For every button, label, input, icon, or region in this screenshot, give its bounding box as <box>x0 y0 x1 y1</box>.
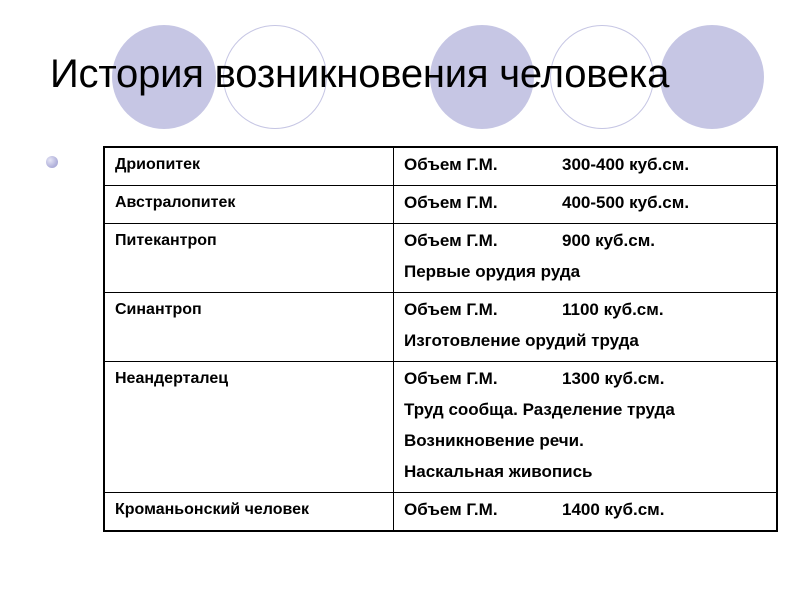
species-name: Синантроп <box>104 293 394 362</box>
species-info <box>394 362 778 493</box>
brain-volume-value: 1100 куб.см. <box>562 300 664 319</box>
species-info <box>394 186 778 224</box>
evolution-table <box>103 146 778 532</box>
brain-volume-label: Объем Г.М. <box>404 193 498 212</box>
species-name: Кроманьонский человек <box>104 493 394 532</box>
species-info <box>394 293 778 362</box>
species-name: Неандерталец <box>104 362 394 493</box>
table-row <box>104 147 777 186</box>
brain-volume-value: 1300 куб.см. <box>562 369 665 388</box>
brain-volume-line <box>404 225 768 256</box>
brain-volume-label: Объем Г.М. <box>404 500 498 519</box>
brain-volume-label: Объем Г.М. <box>404 300 498 319</box>
species-name: Австралопитек <box>104 186 394 224</box>
decor-circle-5 <box>660 25 764 129</box>
table-row <box>104 186 777 224</box>
brain-volume-line <box>404 494 768 525</box>
table-row <box>104 224 777 293</box>
note-line: Изготовление орудий труда <box>404 331 639 350</box>
species-info <box>394 493 778 532</box>
species-name: Питекантроп <box>104 224 394 293</box>
brain-volume-value: 900 куб.см. <box>562 231 656 250</box>
species-info <box>394 147 778 186</box>
brain-volume-value: 1400 куб.см. <box>562 500 665 519</box>
brain-volume-line <box>404 363 768 394</box>
note-line: Возникновение речи. <box>404 431 584 450</box>
brain-volume-value: 300-400 куб.см. <box>562 155 690 174</box>
species-info <box>394 224 778 293</box>
brain-volume-label: Объем Г.М. <box>404 231 498 250</box>
brain-volume-label: Объем Г.М. <box>404 155 498 174</box>
slide-title: История возникновения человека <box>50 52 670 96</box>
note-line: Наскальная живопись <box>404 462 593 481</box>
brain-volume-value: 400-500 куб.см. <box>562 193 690 212</box>
bullet-icon <box>46 156 58 168</box>
note-line: Первые орудия руда <box>404 262 581 281</box>
brain-volume-label: Объем Г.М. <box>404 369 498 388</box>
species-name: Дриопитек <box>104 147 394 186</box>
brain-volume-line <box>404 187 768 218</box>
brain-volume-line <box>404 149 768 180</box>
note-line: Труд сообща. Разделение труда <box>404 400 675 419</box>
table-row <box>104 493 777 532</box>
brain-volume-line <box>404 294 768 325</box>
table-row <box>104 293 777 362</box>
table-row <box>104 362 777 493</box>
